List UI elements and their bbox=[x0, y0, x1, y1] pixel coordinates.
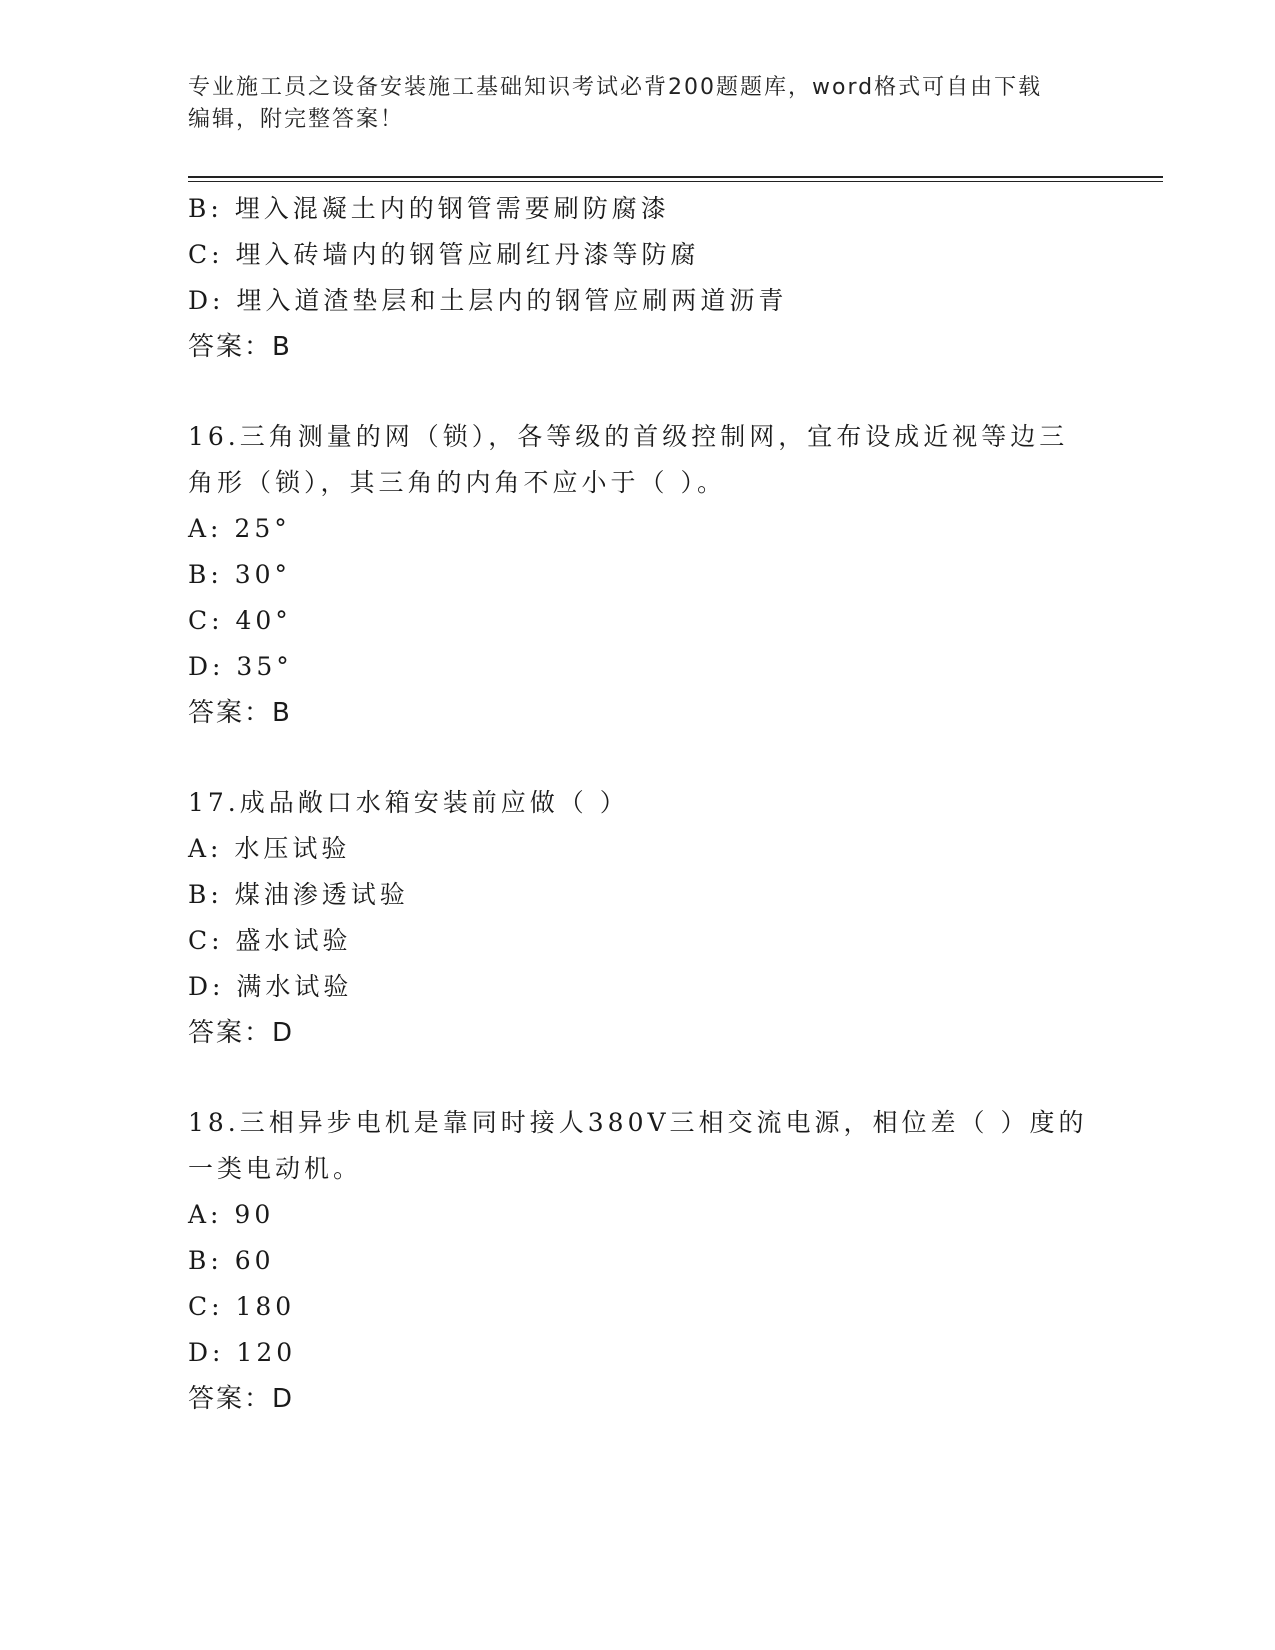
question-stem-line-1: 16.三角测量的网（锁），各等级的首级控制网，宜布设成近视等边三 bbox=[188, 422, 1069, 451]
spacer bbox=[188, 370, 1088, 414]
option-d: D: 120 bbox=[188, 1338, 297, 1367]
header-title-line-1: 专业施工员之设备安装施工基础知识考试必背200题题库，word格式可自由下载 bbox=[188, 75, 1043, 100]
spacer bbox=[188, 1056, 1088, 1100]
option-a: A: 水压试验 bbox=[188, 834, 351, 863]
question-stem-line-2: 角形（锁），其三角的内角不应小于（ ）。 bbox=[188, 468, 726, 497]
question-16 bbox=[188, 414, 1088, 736]
option-c: C: 盛水试验 bbox=[188, 926, 352, 955]
spacer bbox=[188, 736, 1088, 780]
answer-line: 答案：B bbox=[188, 332, 292, 362]
option-c: C: 180 bbox=[188, 1292, 296, 1321]
question-stem-line-1: 17.成品敞口水箱安装前应做（ ） bbox=[188, 788, 629, 817]
option-d: D: 埋入道渣垫层和土层内的钢管应刷两道沥青 bbox=[188, 286, 788, 315]
continued-question bbox=[188, 186, 1088, 370]
header-rule-thick bbox=[188, 176, 1163, 178]
option-a: A: 90 bbox=[188, 1200, 275, 1229]
option-b: B: 埋入混凝土内的钢管需要刷防腐漆 bbox=[188, 194, 670, 223]
option-d: D: 35° bbox=[188, 652, 293, 681]
option-d: D: 满水试验 bbox=[188, 972, 353, 1001]
question-content bbox=[188, 186, 1088, 1422]
header-rule-thin bbox=[188, 181, 1163, 182]
document-header bbox=[188, 72, 1068, 136]
answer-line: 答案：D bbox=[188, 1384, 295, 1414]
option-a: A: 25° bbox=[188, 514, 291, 543]
option-b: B: 煤油渗透试验 bbox=[188, 880, 409, 909]
header-title-line-2: 编辑，附完整答案！ bbox=[188, 107, 405, 132]
question-stem-line-1: 18.三相异步电机是靠同时接人380V三相交流电源，相位差（ ）度的 bbox=[188, 1108, 1088, 1137]
option-c: C: 埋入砖墙内的钢管应刷红丹漆等防腐 bbox=[188, 240, 700, 269]
option-b: B: 60 bbox=[188, 1246, 275, 1275]
option-b: B: 30° bbox=[188, 560, 292, 589]
question-stem-line-2: 一类电动机。 bbox=[188, 1154, 363, 1183]
question-18 bbox=[188, 1100, 1088, 1422]
option-c: C: 40° bbox=[188, 606, 292, 635]
question-17 bbox=[188, 780, 1088, 1056]
answer-line: 答案：D bbox=[188, 1018, 295, 1048]
answer-line: 答案：B bbox=[188, 698, 292, 728]
